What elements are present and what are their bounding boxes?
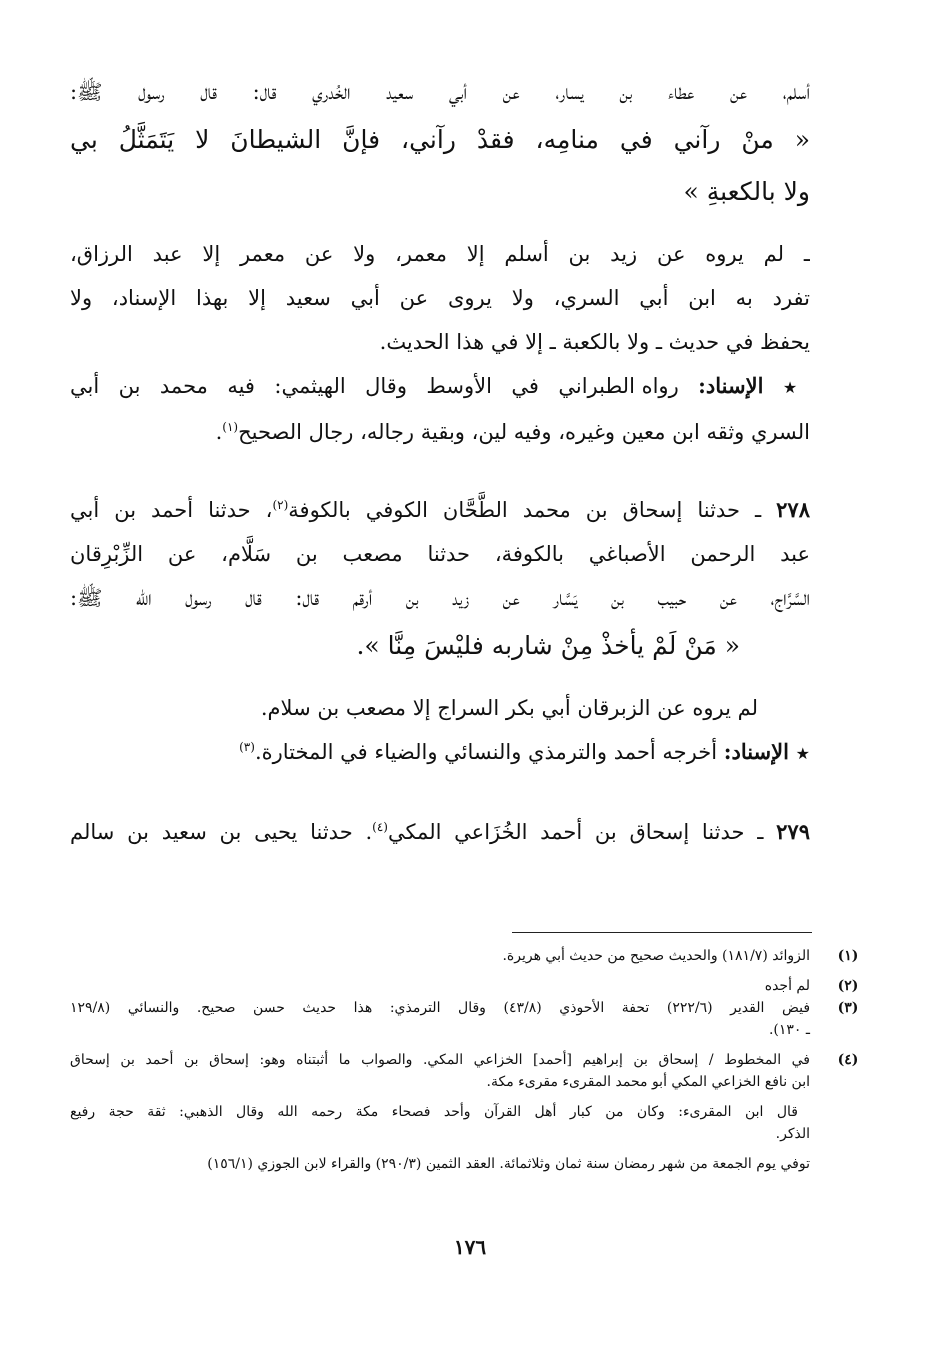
- hadith-line-2: ولا بالكعبةِ »: [683, 177, 810, 206]
- footnote-ref-4[interactable]: (٤): [372, 820, 388, 834]
- entry-278-isnad: [70, 730, 810, 776]
- footnote-4: [70, 1049, 859, 1175]
- entry-278-hadith: « مَنْ لَمْ يأخذْ مِنْ شاربه فليْسَ مِنَّا ».: [356, 631, 740, 660]
- entry-279-text-a: ـ حدثنا إسحاق بن أحمد الخُزَاعي المكي: [387, 820, 764, 844]
- note-line-3: يحفظ في حديث ـ ولا بالكعبة ـ إلا في هذا الحديث.: [379, 330, 810, 354]
- isnad-text: أخرجه أحمد والترمذي والنسائي والضياء في المختارة.: [254, 740, 718, 764]
- entry-number: ٢٧٨: [776, 497, 810, 522]
- entry-278: [70, 488, 810, 776]
- footnote-line: فيض القدير (٢٢٢/٦) تحفة الأحوذي (٤٣/٨) وقال الترمذي: هذا حديث حسن صحيح. والنسائي (١٢٩/٨: [70, 1000, 810, 1016]
- isnad-label: الإسناد:: [698, 373, 764, 398]
- star-icon: ★: [795, 744, 810, 763]
- footnote-1: [70, 945, 859, 967]
- isnad-text-2: السري وثقه ابن معين وغيره، وفيه لين، وبقية رجاله، رجال الصحيح: [238, 420, 810, 444]
- footnote-3: [70, 997, 859, 1041]
- star-icon: ★: [782, 378, 810, 397]
- entry-279-text-b: . حدثنا يحيى بن سعيد بن سالم: [70, 820, 373, 844]
- footnote-ref-3[interactable]: (٣): [239, 740, 255, 754]
- entry-278-text-a: ـ حدثنا إسحاق بن محمد الطَّحَّان الكوفي بالكوفة: [288, 498, 762, 522]
- entry-279: [70, 810, 810, 854]
- footnote-line: في المخطوط / إسحاق بن إبراهيم [أحمد] الخزاعي المكي. والصواب ما أثبتناه وهو: إسحاق بن أحمد بن إسحاق: [70, 1052, 810, 1068]
- footnote-line: توفي يوم الجمعة من شهر رمضان سنة ثمان وثلاثمائة. العقد الثمين (٢٩٠/٣) والقراء لابن الجوزي (١٥٦/١): [207, 1156, 810, 1172]
- entry-278-note: لم يروه عن الزبرقان أبي بكر السراج إلا مصعب بن سلام.: [260, 696, 758, 720]
- page-number: ١٧٦: [453, 1235, 487, 1259]
- isnad-line-1: [70, 364, 810, 410]
- note-line-2: تفرد به ابن أبي السري، ولا يروى عن أبي سعيد إلا بهذا الإسناد، ولا: [70, 286, 810, 310]
- isnad-text: رواه الطبراني في الأوسط وقال الهيثمي: فيه محمد بن أبي: [70, 374, 679, 398]
- footnote-line: الزوائد (١٨١/٧) والحديث صحيح من حديث أبي هريرة.: [502, 948, 810, 964]
- entry-279-line-1: [70, 810, 810, 854]
- isnad-end: .: [215, 420, 223, 444]
- entry-278-line-1: [70, 488, 810, 532]
- footnote-ref-1[interactable]: (١): [222, 420, 239, 434]
- footnote-line: لم أجده: [764, 978, 810, 994]
- hadith-line-1: « منْ رآني في منامِه، فقدْ رآني، فإنَّ الشيطانَ لا يَتَمَثَّلُ بي: [70, 125, 810, 154]
- footnote-line: ـ ١٣٠).: [768, 1022, 810, 1038]
- footnotes: [70, 932, 859, 1175]
- footnote-number: (٢): [837, 978, 859, 994]
- entry-number: ٢٧٩: [776, 819, 810, 844]
- entry-278-line-3: السَّرَّاج، عن حبيب بن يَسَّار عن زيد بن أرقم قال: قال رسول الله ﷺ:: [70, 586, 810, 610]
- footnote-2: [70, 975, 859, 997]
- footnote-number: (٤): [837, 1052, 859, 1068]
- footnote-number: (١): [837, 948, 859, 964]
- intro-line-1: أسلم، عن عطاء بن يسار، عن أبي سعيد الخُدري قال: قال رسول ﷺ:: [70, 80, 810, 104]
- entry-278-line-2: عبد الرحمن الأصباغي بالكوفة، حدثنا مصعب بن سَلَّام، عن الزِّبْرِقان: [70, 542, 810, 566]
- isnad-line-2: [70, 410, 810, 454]
- footnote-line: الذكر.: [775, 1126, 810, 1142]
- entry-278-text-b: ، حدثنا أحمد بن أبي: [70, 498, 273, 522]
- note-line-1: ـ لم يروه عن زيد بن أسلم إلا معمر، ولا عن معمر إلا عبد الرزاق،: [70, 242, 810, 266]
- isnad-label: الإسناد:: [723, 739, 789, 764]
- footnote-number: (٣): [837, 1000, 859, 1016]
- footnote-divider: [512, 932, 812, 933]
- footnote-line: قال ابن المقرىء: وكان من كبار أهل القرآن وأحد فصحاء مكة رحمه الله وقال الذهبي: ثقة حجة رفيع: [70, 1104, 798, 1120]
- footnote-ref-2[interactable]: (٢): [272, 498, 289, 512]
- footnote-line: ابن نافع الخزاعي المكي أبو محمد المقرىء مقرىء مكة.: [486, 1074, 810, 1090]
